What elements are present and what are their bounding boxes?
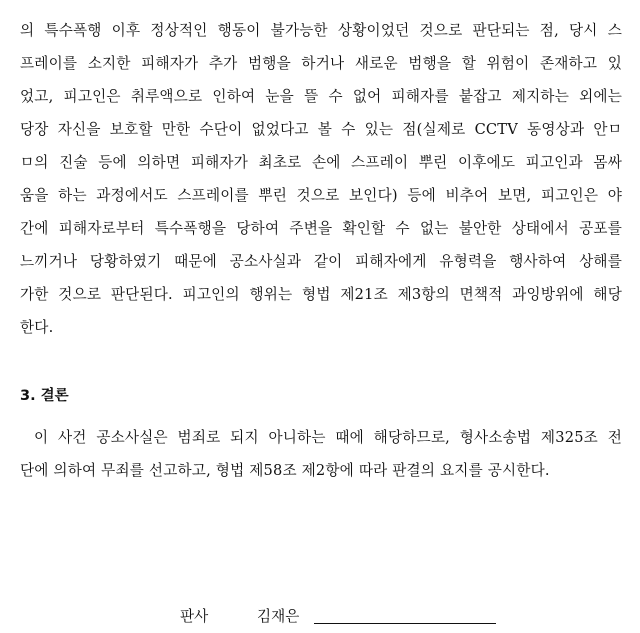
section-heading: 3. 결론 <box>20 388 69 404</box>
paragraph-line: 가한 것으로 판단된다. 피고인의 행위는 형법 제21조 제3항의 면책적 과잉방위에 해당 <box>20 286 622 303</box>
paragraph-line: ㅁ의 진술 등에 의하면 피해자가 최초로 손에 스프레이 뿌린 이후에도 피고인과 몸싸 <box>20 154 622 171</box>
paragraph-line: 었고, 피고인은 취루액으로 인하여 눈을 뜰 수 없어 피해자를 붙잡고 제지하는 외에는 <box>20 88 622 105</box>
paragraph-line: 단에 의하여 무죄를 선고하고, 형법 제58조 제2항에 따라 판결의 요지를 공시한다. <box>20 462 550 479</box>
paragraph-line: 이 사건 공소사실은 범죄로 되지 아니하는 때에 해당하므로, 형사소송법 제325조 전 <box>34 429 622 446</box>
paragraph-line: 움을 하는 과정에서도 스프레이를 뿌린 것으로 보인다) 등에 비추어 보면, 피고인은 야 <box>20 187 622 204</box>
paragraph-line: 한다. <box>20 319 54 336</box>
body-paragraph <box>20 14 622 344</box>
judge-title: 판사 <box>180 608 209 625</box>
judge-name: 김재은 <box>257 608 300 625</box>
paragraph-line: 느끼거나 당황하였기 때문에 공소사실과 같이 피해자에게 유형력을 행사하여 상해를 <box>20 253 622 270</box>
paragraph-line: 의 특수폭행 이후 정상적인 행동이 불가능한 상황이었던 것으로 판단되는 점, 당시 스 <box>20 22 622 39</box>
conclusion-paragraph <box>20 421 622 487</box>
signature-line <box>314 623 496 624</box>
paragraph-line: 당장 자신을 보호할 만한 수단이 없었다고 볼 수 있는 점(실제로 CCTV 동영상과 안ㅁ <box>20 121 622 138</box>
paragraph-line: 프레이를 소지한 피해자가 추가 범행을 하거나 새로운 범행을 할 위험이 존재하고 있 <box>20 55 622 72</box>
paragraph-line: 간에 피해자로부터 특수폭행을 당하여 주변을 확인할 수 없는 불안한 상태에서 공포를 <box>20 220 622 237</box>
